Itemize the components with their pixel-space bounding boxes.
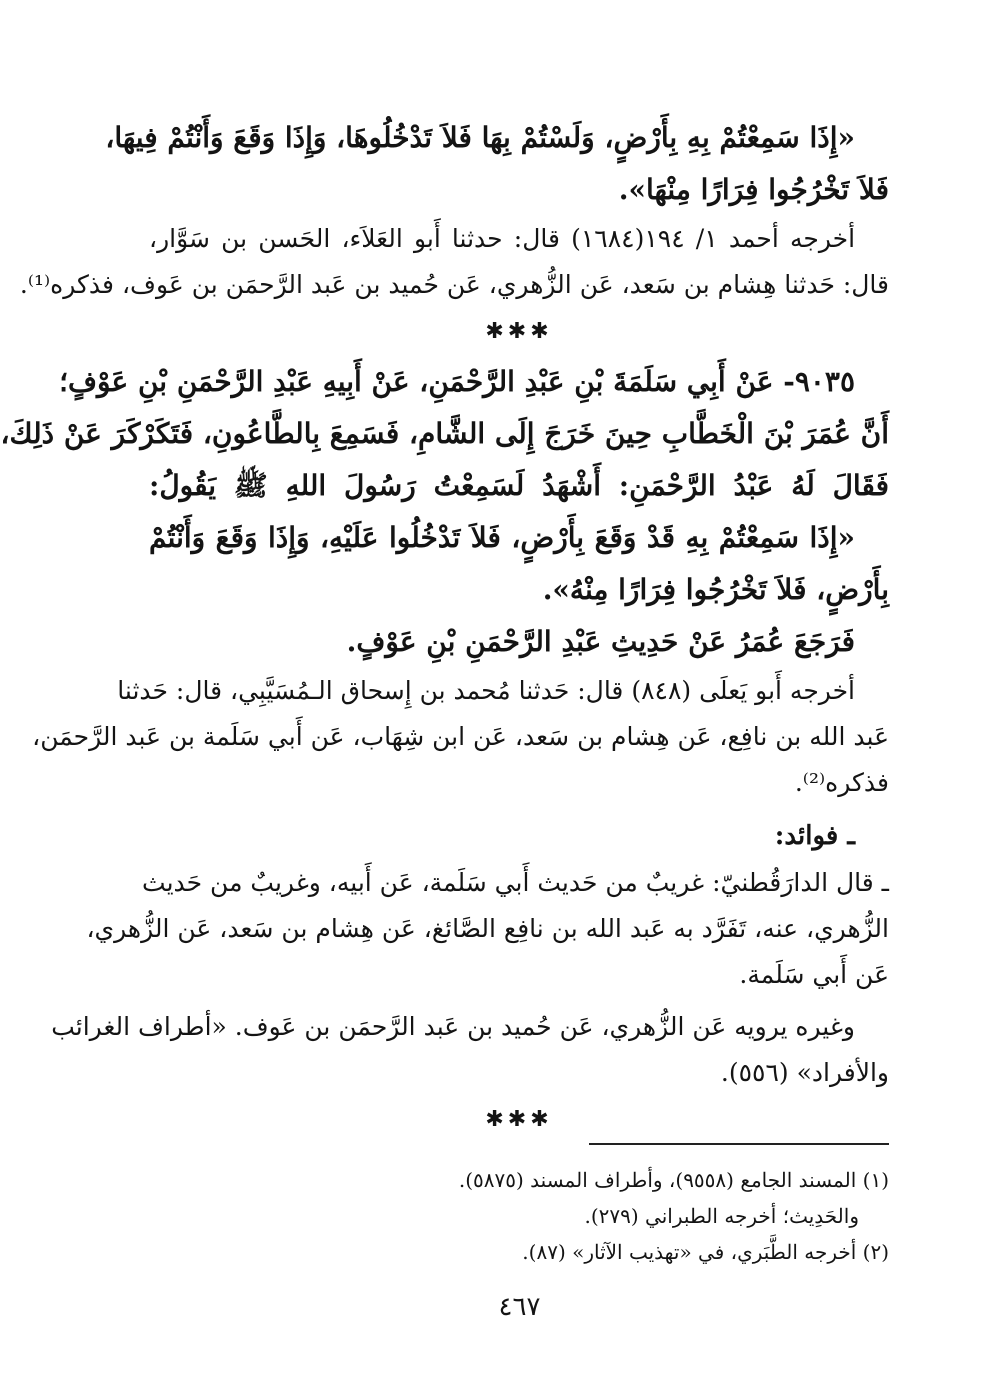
hadith-number-line: ٩٠٣٥- عَنْ أَبِي سَلَمَةَ بْنِ عَبْدِ الرَّحْمَنِ، عَنْ أَبِيهِ عَبْدِ الرَّحْمَنِ بْنِ عَوْفٍ؛ [59, 365, 855, 398]
fawaid-heading: ـ فوائد: [774, 821, 855, 851]
footnote-1-continued: والحَدِيث؛ أخرجه الطبراني (٢٧٩). [584, 1204, 859, 1228]
footnotes [149, 1162, 889, 1270]
hadith-9035-source [32, 668, 889, 806]
closing-line: فَرَجَعَ عُمَرُ عَنْ حَدِيثِ عَبْدِ الرَّحْمَنِ بْنِ عَوْفٍ. [346, 625, 855, 658]
top-hadith-quote [105, 112, 889, 216]
section-separator-icon: ✱✱✱ [485, 319, 553, 344]
text-line: والأفراد» (٥٥٦). [720, 1058, 889, 1087]
main-text [0, 112, 889, 1144]
text-line: أخرجه أَبو يَعلَى (٨٤٨) قال: حَدثنا مُحمد بن إِسحاق الـمُسَيَّبِي، قال: حَدثنا [117, 676, 855, 705]
fawaid-section [51, 812, 889, 1096]
text-line: فَقَالَ لَهُ عَبْدُ الرَّحْمَنِ: أَشْهَدُ لَسَمِعْتُ رَسُولَ اللهِ ﷺ يَقُولُ: [149, 469, 889, 502]
footnote-1: (١) المسند الجامع (٩٥٥٨)، وأطراف المسند (٥٨٧٥). [458, 1168, 889, 1192]
text-line: «إِذَا سَمِعْتُمْ بِهِ بِأَرْضٍ، وَلَسْتُمْ بِهَا فَلاَ تَدْخُلُوهَا، وَإِذَا وَقَعَ وَأَنْتُمْ فِيهَا، [105, 121, 855, 154]
prophetic-quote-line: بِأَرْضٍ، فَلاَ تَخْرُجُوا فِرَارًا مِنْهُ». [542, 573, 889, 606]
text-line: قال: حَدثنا هِشام بن سَعد، عَن الزُّهري، عَن حُميد بن عَبد الرَّحمَن بن عَوف، فذكره⁽¹⁾. [19, 270, 889, 299]
text-line: عَن أَبي سَلَمة. [739, 960, 889, 989]
prophetic-quote-line: «إِذَا سَمِعْتُمْ بِهِ قَدْ وَقَعَ بِأَرْضٍ، فَلاَ تَدْخُلُوا عَلَيْهِ، وَإِذَا وَقَعَ وَأَنْتُمْ [149, 521, 855, 554]
footnote-divider [589, 1143, 889, 1145]
text-line: فذكره⁽²⁾. [794, 768, 889, 797]
text-line: وغيره يرويه عَن الزُّهري، عَن حُميد بن عَبد الرَّحمَن بن عَوف. «أطراف الغرائب [51, 1012, 855, 1041]
top-hadith-source [19, 216, 889, 308]
text-line: ـ قال الدارَقُطنيّ: غريبٌ من حَديث أَبي سَلَمة، عَن أَبيه، وغريبٌ من حَديث [142, 868, 889, 897]
page-number: ٤٦٧ [498, 1292, 541, 1322]
text-line: أخرجه أحمد ١/ ١٩٤(١٦٨٤) قال: حدثنا أَبو العَلاَء، الحَسن بن سَوَّار، [149, 224, 856, 253]
footnote-2: (٢) أخرجه الطَّبَري، في «تهذيب الآثار» (٨٧). [522, 1240, 889, 1264]
text-line: أَنَّ عُمَرَ بْنَ الْخَطَّابِ حِينَ خَرَجَ إِلَى الشَّامِ، فَسَمِعَ بِالطَّاعُونِ، فَتَكَرْكَرَ عَنْ ذَلِكَ، [0, 417, 889, 450]
text-line: عَبد الله بن نافِع، عَن هِشام بن سَعد، عَن ابن شِهَاب، عَن أَبي سَلَمة بن عَبد الرَّحمَن، [32, 722, 889, 751]
hadith-9035 [0, 356, 889, 668]
text-line: الزُّهري، عنه، تَفَرَّد به عَبد الله بن نافِع الصَّائغ، عَن هِشام بن سَعد، عَن الزُّهري، [86, 914, 889, 943]
text-line: فَلاَ تَخْرُجُوا فِرَارًا مِنْهَا». [618, 173, 889, 206]
section-separator-icon: ✱✱✱ [485, 1107, 553, 1132]
